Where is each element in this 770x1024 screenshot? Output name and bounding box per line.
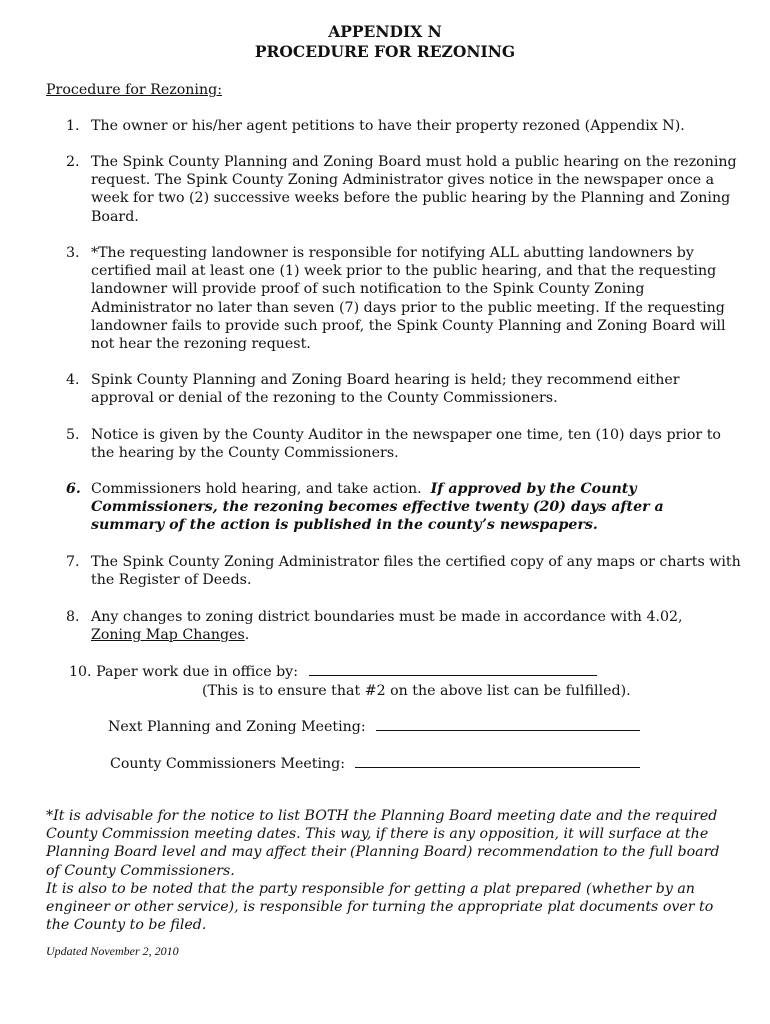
item-number: 6. [66,481,81,497]
item-text: Spink County Planning and Zoning Board hearing is held; they recommend either approval or denial of the rezoning to the County Commissioners. [91,372,680,407]
section-heading: Procedure for Rezoning: [46,82,222,98]
paperwork-note: (This is to ensure that #2 on the above list can be fulfilled). [202,683,631,699]
procedure-title: PROCEDURE FOR REZONING [254,42,516,61]
item-text: Notice is given by the County Auditor in the newspaper one time, ten (10) days prior to the hearing by the County Commissioners. [91,427,721,462]
paperwork-due-blank[interactable] [309,663,597,676]
item-text: *The requesting landowner is responsible for notifying ALL abutting landowners by certified mail at least one (1) week prior to the public hearing, and that the requesting landowner will provide proof of such notification to the Spink County Zoning Administrator no later than seven (7) days prior to the public meeting. If the requesting landowner fails to provide such proof, the Spink County Planning and Zoning Board will not hear the rezoning request. [91,245,726,353]
item-text: Commissioners hold hearing, and take action. [91,481,422,497]
footnote-paragraph: It is also to be noted that the party responsible for getting a plat prepared (whether by an engineer or other service), is responsible for turning the appropriate plat documents over to the County to be filed. [46,880,714,934]
paperwork-due-row [69,663,597,681]
item-text: The owner or his/her agent petitions to have their property rezoned (Appendix N). [91,118,685,134]
next-pz-meeting-row [108,718,640,736]
item-number: 4. [66,372,80,388]
item-text-end: . [244,627,250,644]
updated-date: Updated November 2, 2010 [46,944,179,958]
paperwork-due-label: 10. Paper work due in office by: [69,664,298,680]
item-number: 5. [66,427,80,443]
item-text: Any changes to zoning district boundaries must be made in accordance with 4.02, [91,609,683,625]
item-text: The Spink County Zoning Administrator files the certified copy of any maps or charts with the Register of Deeds. [91,554,741,589]
commissioners-meeting-blank[interactable] [355,755,640,768]
next-pz-meeting-blank[interactable] [376,718,640,731]
item-text: The Spink County Planning and Zoning Board must hold a public hearing on the rezoning request. The Spink County Zoning Administrator gives notice in the newspaper once a week for two (2) successive weeks before the public hearing by the Planning and Zoning Board. [91,154,737,225]
item-text-group [91,608,741,644]
zoning-map-changes-reference: Zoning Map Changes [91,627,245,644]
footnote [46,807,736,934]
item-text-group [91,480,741,535]
item-number: 3. [66,245,80,261]
footnote-paragraph: *It is advisable for the notice to list BOTH the Planning Board meeting date and the required County Commission meeting dates. This way, if there is any opposition, it will surface at the Planning Board level and may affect their (Planning Board) recommendation to the full board of County Commissioners. [46,808,720,879]
appendix-title: APPENDIX N [328,22,442,41]
item-number: 2. [66,154,80,170]
item-number: 7. [66,554,80,570]
commissioners-meeting-row [110,755,640,773]
item-number: 8. [66,609,80,625]
item-number: 1. [66,118,80,134]
next-pz-meeting-label: Next Planning and Zoning Meeting: [108,719,366,735]
commissioners-meeting-label: County Commissioners Meeting: [110,756,346,772]
item-emphasis: If approved by the County Commissioners, the rezoning becomes effective twenty (20) days after a summary of the action is published in the county’s newspapers. [91,481,664,534]
